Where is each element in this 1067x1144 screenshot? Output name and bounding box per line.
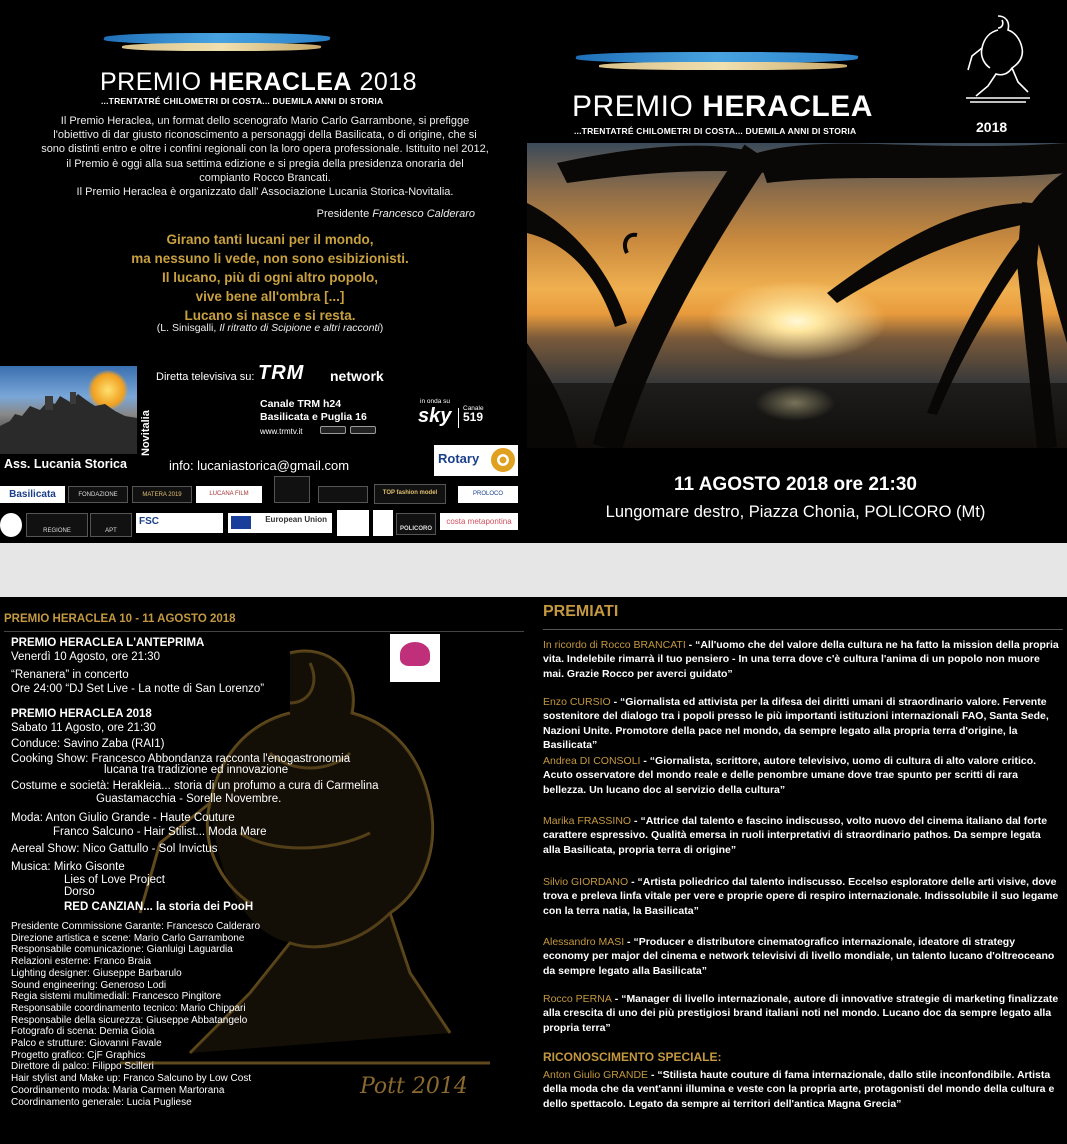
anteprima-date: Venerdì 10 Agosto, ore 21:30: [11, 651, 160, 663]
credit-item: Hair stylist and Make up: Franco Salcuno by Low Cost: [11, 1073, 252, 1085]
award-item: Silvio GIORDANO - “Artista poliedrico dal talento indiscusso. Eccelso esploratore delle arti visive, dove trova e preleva linfa vitale per vere e proprie opere di respiro internazionale. Indissolubile il suo legame con la terra natia, la Basilicata”: [543, 876, 1059, 917]
trm-logo: TRM: [258, 362, 305, 384]
aereal-show: Aereal Show: Nico Gattullo - Sol Invictus: [11, 843, 218, 855]
credit-item: Coordinamento moda: Maria Carmen Martorana: [11, 1084, 225, 1096]
cover-panel: [524, 0, 1067, 543]
brush-stroke-logo: [104, 33, 330, 55]
credit-item: Palco e strutture: Giovanni Favale: [11, 1038, 162, 1050]
program-panel: [0, 597, 1067, 1144]
rotary-logo: Rotary: [434, 445, 518, 476]
sponsor-logo-generic-3: [337, 510, 369, 536]
award-item: Marika FRASSINO - “Attrice dal talento e fascino indiscusso, volto nuovo del cinema italiano dal forte carattere espressivo. Qualità emersa in ruoli interpretativi di straordinario pathos. Da sempre legata alla Basilicata, propria terra di origine”: [543, 815, 1048, 856]
credit-item: Progetto grafico: CjF Graphics: [11, 1049, 146, 1061]
cooking-show-1: Cooking Show: Francesco Abbondanza racconta l'enogastronomia: [11, 753, 351, 765]
sponsor-european-union: European Union: [228, 513, 332, 533]
cover-title: PREMIO HERACLEA: [572, 90, 873, 123]
sponsor-apt-basilicata: APT: [90, 513, 132, 537]
sponsor-matera-2019: MATERA 2019: [132, 486, 192, 503]
credit-item: Relazioni esterne: Franco Braia: [11, 956, 152, 968]
trm-network-label: network: [330, 368, 384, 384]
trm-channel-info: Canale TRM h24 Basilicata e Puglia 16: [260, 398, 367, 423]
sky-logo: sky: [418, 405, 452, 427]
sponsor-fondazione-sinisgalli: FONDAZIONE: [68, 486, 128, 503]
sponsor-emblem-icon: [0, 513, 22, 537]
main-event-date: Sabato 11 Agosto, ore 21:30: [11, 722, 156, 734]
intro-text: Il Premio Heraclea, un format dello scenografo Mario Carlo Garrambone, si prefigge l'obiettivo di dar giusto riconoscimento a personaggi della Basilicata, o di origine, che si sono distinti entro e oltre i confini regionali con la loro opera professionale. Istituito nel 2012, il Premio è oggi alla sua settima edizione e si pregia della presidenza onoraria del compianto Rocco Brancati. Il Premio Heraclea è organizzato dall' Associazione Lucania Storica-Novitalia.: [41, 115, 489, 199]
sponsor-coat-of-arms-icon: [373, 510, 393, 536]
sky-divider: [458, 408, 459, 428]
renanera-logo: [390, 634, 440, 682]
president-line: Presidente Francesco Calderaro: [316, 208, 475, 220]
premiati-divider: [543, 629, 1063, 630]
sponsor-logo-generic-2: [318, 486, 368, 503]
sponsor-lucana-film-commission: LUCANA FILM: [196, 486, 262, 503]
credit-item: Fotografo di scena: Demia Gioia: [11, 1026, 155, 1038]
palm-tree-silhouettes: [527, 143, 1067, 448]
credit-item: Presidente Commissione Garante: Francesco Calderaro: [11, 921, 260, 932]
novitalia-label: Novitalia: [140, 410, 152, 456]
brush-stroke-cover: [576, 52, 858, 74]
special-award-title: RICONOSCIMENTO SPECIALE:: [543, 1050, 722, 1064]
brand-subtitle: ...TRENTATRÉ CHILOMETRI DI COSTA... DUEMILA ANNI DI STORIA: [101, 96, 384, 106]
sponsor-proloco: PROLOCO: [458, 486, 518, 503]
sponsor-policoro: POLICORO: [396, 513, 436, 535]
cover-subtitle: ...TRENTATRÉ CHILOMETRI DI COSTA... DUEMILA ANNI DI STORIA: [574, 126, 857, 136]
credit-item: Responsabile coordinamento tecnico: Mario Chippari: [11, 1002, 246, 1014]
sponsor-fsc: FSC: [136, 513, 223, 533]
credit-item: Coordinamento generale: Lucia Pugliese: [11, 1096, 192, 1108]
brand-title: PREMIO HERACLEA 2018: [100, 68, 418, 96]
sponsor-top-fashion-model: TOP fashion model: [374, 484, 446, 504]
musica-1: Musica: Mirko Gisonte: [11, 861, 125, 873]
moda-2: Franco Salcuno - Hair Stilist... Moda Mare: [53, 826, 267, 838]
costume-1: Costume e società: Herakleia... storia di un profumo a cura di Carmelina: [11, 780, 379, 792]
presenter: Conduce: Savino Zaba (RAI1): [11, 738, 165, 750]
lucania-storica-photo: [0, 366, 137, 454]
info-panel: [0, 0, 524, 543]
artist-signature: Pott 2014: [360, 1074, 468, 1099]
program-header: PREMIO HERACLEA 10 - 11 AGOSTO 2018: [4, 613, 236, 625]
anteprima-concert: “Renanera” in concerto: [11, 669, 129, 681]
award-item: Andrea DI CONSOLI - “Giornalista, scrittore, autore televisivo, uomo di cultura di alto valore critico. Acuto osservatore del mondo reale e delle penombre umane dove trae spunto per scritti di rara bellezza. Un lucano doc al servizio della cultura”: [543, 755, 1037, 796]
anteprima-title: PREMIO HERACLEA L'ANTEPRIMA: [11, 637, 205, 649]
sky-channel: Canale 519: [463, 405, 484, 424]
musica-2: Lies of Love Project: [64, 874, 166, 886]
eu-flag-icon: [231, 516, 251, 529]
sponsor-regione-basilicata: REGIONE: [26, 513, 88, 537]
renanera-emblem-icon: [400, 642, 430, 666]
main-event-title: PREMIO HERACLEA 2018: [11, 708, 152, 720]
award-item: Rocco PERNA - “Manager di livello internazionale, autore di innovative strategie di marketing finalizzate alla crescita di uno dei più prestigiosi brand italiani noti nel mondo. Lucano doc da sempre legato alla propria terra”: [543, 993, 1059, 1034]
google-play-badge-icon[interactable]: [350, 426, 376, 434]
credit-item: Direttore di palco: Filippo Scilleri: [11, 1061, 154, 1073]
broadcast-label: Diretta televisiva su:: [156, 371, 255, 383]
sky-onair-label: in onda su: [420, 398, 450, 405]
sponsor-costa-metapontina: costa metapontina: [440, 513, 518, 530]
musica-3: Dorso: [64, 886, 95, 898]
hercules-statue-icon: [958, 12, 1038, 108]
contact-email[interactable]: info: lucaniastorica@gmail.com: [169, 458, 350, 473]
special-award-item: Anton Giulio GRANDE - “Stilista haute couture di fama internazionale, dallo stile inconfondibile. Artista della moda che da vent'anni illumina e veste con la propria arte, protagonisti del mondo della cultura e dello spettacolo. Legato da sempre ai territori dell'antica Magna Grecia”: [543, 1069, 1055, 1110]
award-item: Enzo CURSIO - “Giornalista ed attivista per la difesa dei diritti umani di straordinario valore. Fervente sostenitore del dialogo tra i popoli presso le più importanti istituzioni internazionali FAO, Santa Sede, Nazioni Unite. Promotore della pace nel mondo, da sempre legato alla propria terra d'origine, la Basilicata”: [543, 696, 1049, 752]
header-divider: [4, 631, 524, 632]
award-item: In ricordo di Rocco BRANCATI - “All'uomo che del valore della cultura ne ha fatto la mission della propria vita. Indelebile rimarrà il tuo pensiero - In una terra dove c'è cultura l'anima di un popolo non muore mai. Grazie Rocco per averci guidato”: [543, 639, 1059, 680]
association-name: Ass. Lucania Storica: [4, 457, 127, 471]
credits-list: [11, 921, 260, 1108]
red-canzian: RED CANZIAN... la storia dei PooH: [64, 901, 254, 913]
sponsor-basilicata: Basilicata: [0, 486, 65, 503]
quote-citation: (L. Sinisgalli, Il ritratto di Scipione e altri racconti): [156, 322, 384, 334]
moda-1: Moda: Anton Giulio Grande - Haute Couture: [11, 812, 235, 824]
anteprima-dj: Ore 24:00 “DJ Set Live - La notte di San Lorenzo”: [11, 683, 265, 695]
event-date: 11 AGOSTO 2018 ore 21:30: [674, 474, 917, 495]
sunset-palm-photo: [527, 143, 1067, 448]
credit-item: Sound engineering: Generoso Lodi: [11, 979, 167, 991]
credit-item: Lighting designer: Giuseppe Barbarulo: [11, 967, 182, 979]
event-place: Lungomare destro, Piazza Chonia, POLICORO (Mt): [605, 503, 986, 521]
app-store-badge-icon[interactable]: [320, 426, 346, 434]
credit-item: Responsabile della sicurezza: Giuseppe Abbatangelo: [11, 1014, 248, 1026]
rotary-wheel-icon: [491, 448, 515, 472]
credit-item: Regia sistemi multimediali: Francesco Pingitore: [11, 991, 222, 1003]
costume-2: Guastamacchia - Sorelle Novembre.: [96, 793, 282, 805]
credit-item: Responsabile comunicazione: Gianluigi Laguardia: [11, 944, 233, 956]
award-item: Alessandro MASI - “Producer e distributore cinematografico internazionale, ideatore di strategy economy per major del cinema e network televisivi di livello mondiale, un talento lucano d'oltreoceano da sempre legato alla Basilicata”: [543, 936, 1055, 977]
credit-item: Direzione artistica e scene: Mario Carlo Garrambone: [11, 932, 245, 944]
village-silhouette: [0, 366, 137, 454]
sinisgalli-quote: Girano tanti lucani per il mondo, ma nessuno li vede, non sono esibizionisti. Il lucano, più di ogni altro popolo, vive bene all'ombra [...] Lucano si nasce e si resta.: [131, 232, 409, 323]
cooking-show-2: lucana tra tradizione ed innovazione: [104, 764, 289, 776]
premiati-title: PREMIATI: [543, 603, 619, 620]
cover-year: 2018: [976, 119, 1008, 135]
trm-url[interactable]: www.trmtv.it: [260, 427, 303, 436]
sponsor-logo-generic-1: [274, 476, 310, 503]
